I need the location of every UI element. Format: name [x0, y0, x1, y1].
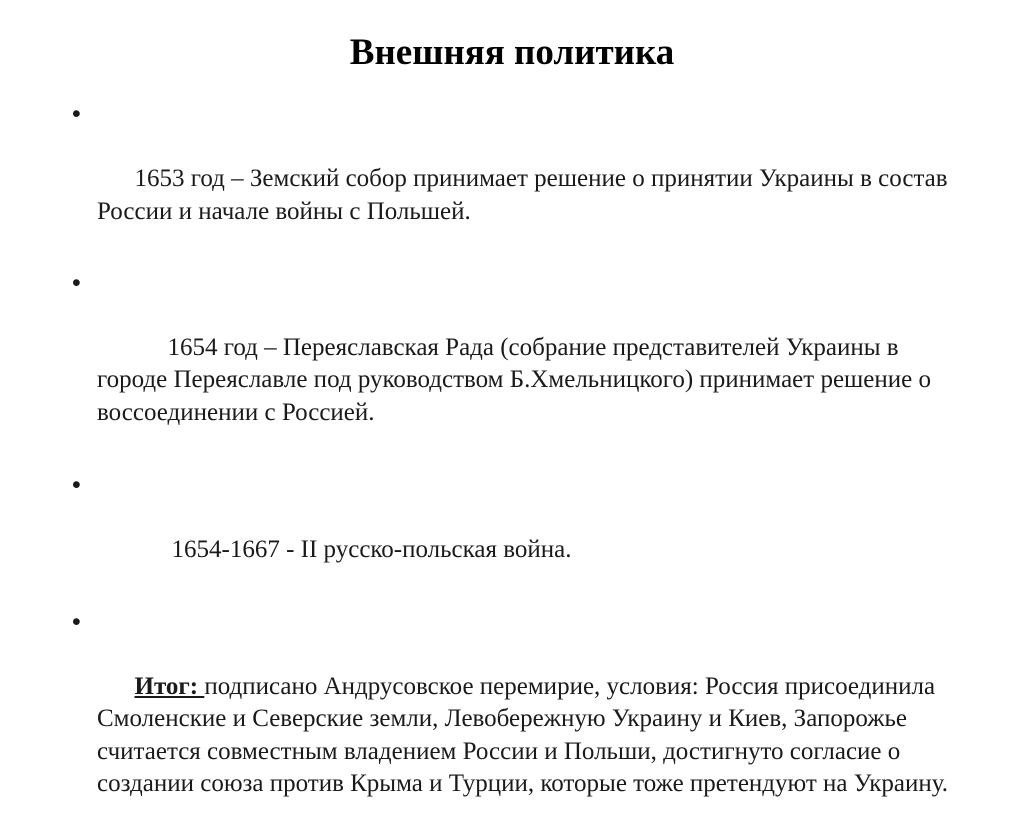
bullet-list: [70, 98, 954, 839]
bullet-text: 1653 год – Земский собор принимает решение о принятии Украины в состав России и начале войны с Польшей.: [97, 165, 954, 225]
list-item: [70, 98, 954, 261]
summary-label: Итог:: [134, 672, 205, 700]
bullet-text: подписано Андрусовское перемирие, условия: Россия присоединила Смоленские и Северские земли, Левобережную Украину и Киев, Запорожье считается совместным владением России и Польши, достигнуто согласие о создании союза против Крыма и Турции, которые тоже претендуют на Украину.: [97, 672, 949, 797]
list-item: [70, 267, 950, 462]
bullet-icon: •: [72, 470, 81, 499]
list-item: [70, 606, 950, 834]
bullet-icon: •: [72, 607, 81, 636]
slide-title: Внешняя политика: [349, 32, 675, 73]
bullet-text: 1654 год – Переяславская Рада (собрание представителей Украины в городе Переяславле под руководством Б.Хмельницкого) принимает решение о воссоединении с Россией.: [97, 333, 938, 426]
bullet-text: 1654-1667 - II русско-польская война.: [171, 535, 572, 563]
bullet-icon: •: [72, 268, 81, 297]
list-item: [70, 469, 950, 599]
bullet-icon: •: [72, 100, 81, 128]
